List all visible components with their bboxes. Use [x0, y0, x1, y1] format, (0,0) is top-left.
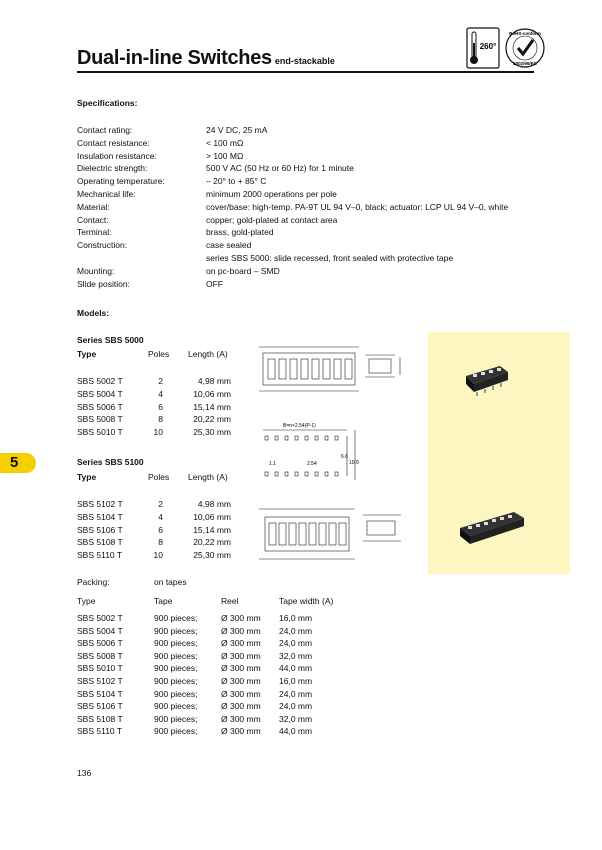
spec-label: Contact resistance: [77, 137, 150, 148]
packing-width: 24,0 mm [279, 625, 313, 636]
packing-reel: Ø 300 mm [221, 701, 261, 712]
model-type: SBS 5108 T [77, 537, 123, 548]
packing-reel: Ø 300 mm [221, 650, 261, 661]
temp-badge-text: 260° [479, 42, 497, 51]
rohs-conform-icon [505, 27, 545, 69]
model-length: 20,22 mm [193, 537, 231, 548]
model-poles-wrap [147, 524, 240, 536]
packing-tape: 900 pieces; [154, 701, 198, 712]
specifications-heading: Specifications: [77, 98, 138, 108]
packing-column-type: Type [77, 596, 96, 606]
spec-value: 500 V AC (50 Hz or 60 Hz) for 1 minute [206, 163, 354, 174]
packing-column-width: Tape width (A) [279, 596, 334, 606]
model-poles: 2 [158, 376, 163, 386]
model-poles-wrap [147, 401, 240, 413]
packing-tape: 900 pieces; [154, 638, 198, 649]
model-row [77, 524, 237, 537]
model-row [77, 549, 237, 562]
model-row [77, 498, 237, 511]
model-poles: 10 [153, 427, 163, 438]
model-row [77, 426, 237, 439]
packing-width: 24,0 mm [279, 701, 313, 712]
spec-label: Material: [77, 201, 110, 212]
column-poles: Poles [148, 472, 170, 482]
column-poles: Poles [148, 349, 170, 359]
spec-value: cover/base: high-temp. PA-9T UL 94 V–0, black; actuator: LCP UL 94 V–0, white [206, 201, 509, 212]
packing-tape: 900 pieces; [154, 726, 198, 737]
packing-type: SBS 5010 T [77, 663, 123, 674]
spec-value: brass, gold-plated [206, 227, 274, 238]
temperature-260-icon [466, 27, 500, 69]
model-poles-wrap [147, 549, 240, 561]
packing-type: SBS 5008 T [77, 650, 123, 661]
sbs5000-drawing [255, 343, 415, 401]
model-type: SBS 5004 T [77, 388, 123, 399]
dim-c-label: 1.1 [269, 461, 276, 467]
model-length: 20,22 mm [193, 414, 231, 425]
model-type: SBS 5002 T [77, 376, 123, 386]
model-poles-wrap [147, 375, 240, 387]
spec-value: 24 V DC, 25 mA [206, 125, 268, 135]
packing-type: SBS 5004 T [77, 625, 123, 636]
packing-type: SBS 5110 T [77, 726, 123, 737]
spec-label: Contact: [77, 214, 109, 225]
packing-label: Packing: [77, 577, 110, 587]
packing-tape: 900 pieces; [154, 713, 198, 724]
spec-label: Dielectric strength: [77, 163, 148, 174]
title-rule [77, 71, 534, 73]
packing-column-tape: Tape [154, 596, 173, 606]
packing-width: 32,0 mm [279, 650, 313, 661]
spec-value: > 100 MΩ [206, 150, 244, 161]
model-poles: 4 [158, 388, 163, 399]
model-poles-wrap [147, 413, 240, 425]
packing-reel: Ø 300 mm [221, 625, 261, 636]
packing-type: SBS 5102 T [77, 675, 123, 686]
page-subtitle: end-stackable [274, 56, 335, 66]
pitch-small-label: 2.54 [307, 461, 317, 467]
models-heading: Models: [77, 308, 110, 318]
packing-type: SBS 5104 T [77, 688, 123, 699]
packing-width: 44,0 mm [279, 663, 313, 674]
sbs5100-drawing [255, 503, 415, 565]
model-poles-wrap [147, 388, 240, 400]
model-poles: 10 [153, 550, 163, 561]
model-length: 10,06 mm [193, 511, 231, 522]
product-photo [428, 332, 570, 574]
packing-tape: 900 pieces; [154, 675, 198, 686]
spec-value: minimum 2000 operations per pole [206, 188, 337, 199]
dim-b-label: 10.9 [349, 460, 359, 466]
packing-width: 44,0 mm [279, 726, 313, 737]
model-length: 25,30 mm [193, 550, 231, 561]
packing-reel: Ø 300 mm [221, 713, 261, 724]
series-heading: Series SBS 5000 [77, 335, 144, 345]
page-number: 136 [77, 768, 92, 778]
model-row [77, 388, 237, 401]
model-type: SBS 5106 T [77, 524, 123, 535]
model-length: 10,06 mm [193, 388, 231, 399]
chapter-tab: 5 [0, 453, 36, 473]
model-length: 4,98 mm [197, 376, 231, 386]
spec-label: Terminal: [77, 227, 112, 238]
model-length: 15,14 mm [193, 401, 231, 412]
packing-reel: Ø 300 mm [221, 663, 261, 674]
model-poles-wrap [147, 536, 240, 548]
packing-column-reel: Reel [221, 596, 239, 606]
packing-width: 16,0 mm [279, 613, 313, 623]
packing-reel: Ø 300 mm [221, 688, 261, 699]
model-poles-wrap [147, 426, 240, 438]
packing-tape: 900 pieces; [154, 650, 198, 661]
series-heading: Series SBS 5100 [77, 457, 144, 467]
rohs-badge-bottom: 2002/95/EC [513, 61, 537, 66]
model-poles-wrap [147, 511, 240, 523]
model-poles: 8 [158, 537, 163, 548]
rohs-badge-top: RoHS-conform [509, 31, 541, 36]
sbs5000-photo [466, 366, 508, 396]
packing-value: on tapes [154, 577, 187, 587]
spec-value: OFF [206, 278, 223, 289]
packing-width: 16,0 mm [279, 675, 313, 686]
spec-label: Contact rating: [77, 125, 133, 135]
sbs5100-side-drawing [255, 420, 365, 482]
model-type: SBS 5006 T [77, 401, 123, 412]
model-length: 25,30 mm [193, 427, 231, 438]
packing-type: SBS 5002 T [77, 613, 123, 623]
model-row [77, 511, 237, 524]
model-length: 4,98 mm [197, 499, 231, 509]
dim-a-label: 6.6 [341, 454, 348, 460]
packing-reel: Ø 300 mm [221, 613, 261, 623]
packing-reel: Ø 300 mm [221, 638, 261, 649]
spec-value: series SBS 5000: slide recessed, front sealed with protective tape [206, 252, 454, 263]
spec-value: case sealed [206, 240, 252, 251]
spec-value: on pc-board – SMD [206, 265, 280, 276]
spec-label: Mechanical life: [77, 188, 136, 199]
spec-label: Slide position: [77, 278, 130, 289]
model-poles: 2 [158, 499, 163, 509]
model-poles: 4 [158, 511, 163, 522]
packing-width: 32,0 mm [279, 713, 313, 724]
sbs5100-photo [460, 512, 524, 544]
packing-tape: 900 pieces; [154, 663, 198, 674]
model-type: SBS 5008 T [77, 414, 123, 425]
packing-type: SBS 5108 T [77, 713, 123, 724]
packing-reel: Ø 300 mm [221, 726, 261, 737]
column-type: Type [77, 349, 97, 359]
spec-label: Insulation resistance: [77, 150, 157, 161]
spec-label: Operating temperature: [77, 176, 165, 187]
packing-type: SBS 5106 T [77, 701, 123, 712]
model-row [77, 413, 237, 426]
model-type: SBS 5102 T [77, 499, 123, 509]
packing-type: SBS 5006 T [77, 638, 123, 649]
model-row [77, 401, 237, 414]
model-poles: 6 [158, 524, 163, 535]
packing-tape: 900 pieces; [154, 613, 198, 623]
model-type: SBS 5104 T [77, 511, 123, 522]
model-row [77, 536, 237, 549]
packing-width: 24,0 mm [279, 688, 313, 699]
spec-value: copper; gold-plated at contact area [206, 214, 338, 225]
spec-label: Mounting: [77, 265, 115, 276]
pitch-label: B=n×2.54(P-1) [283, 423, 316, 429]
model-type: SBS 5110 T [77, 550, 123, 561]
model-poles-wrap [147, 498, 240, 510]
page-title: Dual-in-line Switches end-stackable [77, 47, 335, 69]
model-poles: 6 [158, 401, 163, 412]
spec-value: – 20° to + 85° C [206, 176, 267, 187]
packing-reel: Ø 300 mm [221, 675, 261, 686]
spec-value: < 100 mΩ [206, 137, 244, 148]
column-length: Length (A) [188, 472, 228, 482]
packing-width: 24,0 mm [279, 638, 313, 649]
packing-tape: 900 pieces; [154, 625, 198, 636]
model-row [77, 375, 237, 388]
product-photo-panel [428, 332, 570, 574]
column-type: Type [77, 472, 97, 482]
model-type: SBS 5010 T [77, 427, 123, 438]
column-length: Length (A) [188, 349, 228, 359]
model-poles: 8 [158, 414, 163, 425]
packing-tape: 900 pieces; [154, 688, 198, 699]
spec-label: Construction: [77, 240, 128, 251]
model-length: 15,14 mm [193, 524, 231, 535]
